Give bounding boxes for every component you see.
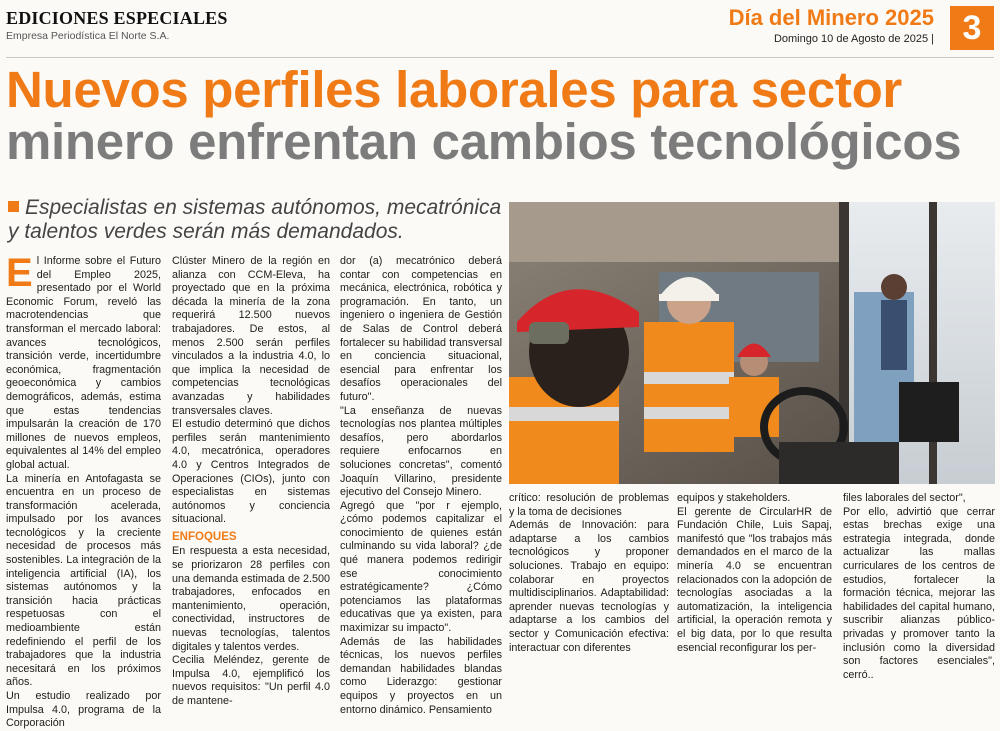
paragraph: El estudio determinó que dichos perfiles serán mantenimiento 4.0, mecatrónica, operadores 4.0 y Centros Integrados de Operaciones (CIOs), junto con especialistas en sistemas autónomos y conciencia situacional. [172,418,330,526]
miners-in-cab-illustration [509,202,995,484]
edition-header [729,6,934,45]
paragraph: El gerente de CircularHR de Fundación Chile, Luis Sapaj, manifestó que "los trabajos más demandados en el marco de la minería 4.0 se encuentran relacionados con la adopción de tecnologías asociadas a la automatización, la inteligencia artificial, la operación remota y el big data, por lo que resulta esencial reconfigurar los per- [677,505,832,654]
subtitle-block [8,196,508,244]
article-column-2 [172,255,330,709]
issue-date: Domingo 10 de Agosto de 2025 | [773,33,934,45]
subtitle [8,196,508,244]
article-column-4 [509,492,669,655]
section-title: EDICIONES ESPECIALES [6,8,228,28]
article-photo [509,202,995,484]
paragraph: Por ello, advirtió que cerrar estas brechas exige una estrategia integrada, donde actualizar las mallas curriculares de los centros de estudios, fortalecer la formación técnica, mejorar las habilidades del capital humano, suscribir alianzas público-privadas y promover tanto la inclusión como la diversidad son factores esenciales", cerró.. [843,505,995,681]
article-column-5 [677,492,832,655]
paragraph: La minería en Antofagasta se encuentra en un proceso de transformación acelerada, impulsado por los avances tecnológicos y la creciente necesidad de procesos más sostenibles. La integración de la inteligencia artificial (IA), los sistemas autónomos y la transición hacia prácticas respetuosas con el medioambiente están redefiniendo el perfil de los trabajadores que la industria necesitará en los próximos años. [6,472,161,689]
headline-line-1: Nuevos perfiles laborales para sector [6,61,902,118]
subheading-enfoques: ENFOQUES [172,530,237,543]
paragraph: Un estudio realizado por Impulsa 4.0, programa de la Corporación [6,690,161,730]
paragraph: dor (a) mecatrónico deberá contar con competencias en mecánica, electrónica, robótica y programación. En tanto, un ingeniero o ingeniera de Gestión de Salas de Control deberá fortalecer su habilidad transversal en conciencia situacional, esencial para enfrentar los desafíos operacionales del futuro". [340,255,502,403]
bullet-square-icon [8,201,19,212]
paragraph: En respuesta a esta necesidad, se priorizaron 28 perfiles con una demanda estimada de 2.500 trabajadores, enfocados en mantenimiento, operación, conectividad, instructores de nuevas tecnologías, talentos digitales y talentos verdes. [172,545,330,653]
subtitle-text: Especialistas en sistemas autónomos, mecatrónica y talentos verdes serán más demandados. [8,196,502,243]
paragraph: Además de las habilidades técnicas, los nuevos perfiles demandan habilidades blandas como Liderazgo: gestionar equipos y proyectos en un entorno dinámico. Pensamiento [340,635,502,716]
paragraph: Clúster Minero de la región en alianza con CCM-Eleva, ha proyectado que en la próxima década la minería de la zona requerirá 12.500 nuevos trabajadores. De estos, al menos 2.500 serán perfiles vinculados a la industria 4.0, lo que implica la necesidad de competencias tecnológicas avanzadas y habilidades transversales claves. [172,255,330,417]
publisher-name: Empresa Periodística El Norte S.A. [6,30,170,42]
article-column-3 [340,255,502,717]
headline-line-2: minero enfrentan cambios tecnológicos [6,113,962,170]
header-divider [6,57,994,58]
headline [6,61,962,170]
paragraph: Cecilia Meléndez, gerente de Impulsa 4.0, ejemplificó los nuevos requisitos: "Un perfil 4.0 de mantene- [172,654,330,707]
paragraph: files laborales del sector", [843,492,966,504]
paragraph-text: l Informe sobre el Futuro del Empleo 2025, presentado por el World Economic Forum, reveló las macrotendencias que transforman el mercado laboral: avances tecnológicos, transición verde, incertidumbre económica, fragmentación geoeconómica y cambios demográficos, además, estima que estas tendencias impulsarán la creación de 170 millones de nuevos empleos, equivalentes al 14% del empleo global actual. [6,255,161,471]
section-header [6,8,228,42]
paragraph: equipos y stakeholders. [677,492,791,504]
paragraph: "La enseñanza de nuevas tecnologías nos plantea múltiples desafíos, pero abordarlos requiere enfocarnos en soluciones concretas", comentó Joaquín Villarino, presidente ejecutivo del Consejo Minero. [340,404,502,499]
paragraph [6,251,161,473]
article-column-6 [843,492,995,682]
special-edition-title: Día del Minero 2025 [728,5,934,30]
page-number: 3 [950,6,994,50]
dropcap: E [6,251,33,295]
article-column-1 [6,251,161,731]
paragraph: Agregó que "por r ejemplo, ¿cómo podemos capitalizar el conocimiento de quienes están culminando su vida laboral? ¿de qué manera podemos redirigir ese conocimiento estratégicamente? ¿Cómo potenciamos las plataformas educativas que ya existen, para maximizar su impacto". [340,499,502,635]
paragraph: Además de Innovación: para adaptarse a los cambios tecnológicos y proponer soluciones. Trabajo en equipo: colaborar en proyectos multidisciplinarios. Adaptabilidad: aprender nuevas tecnologías y adaptarse a los cambios del sector y Comunicación efectiva: interactuar con diferentes [509,519,669,654]
paragraph: crítico: resolución de problemas y la toma de decisiones [509,492,669,518]
